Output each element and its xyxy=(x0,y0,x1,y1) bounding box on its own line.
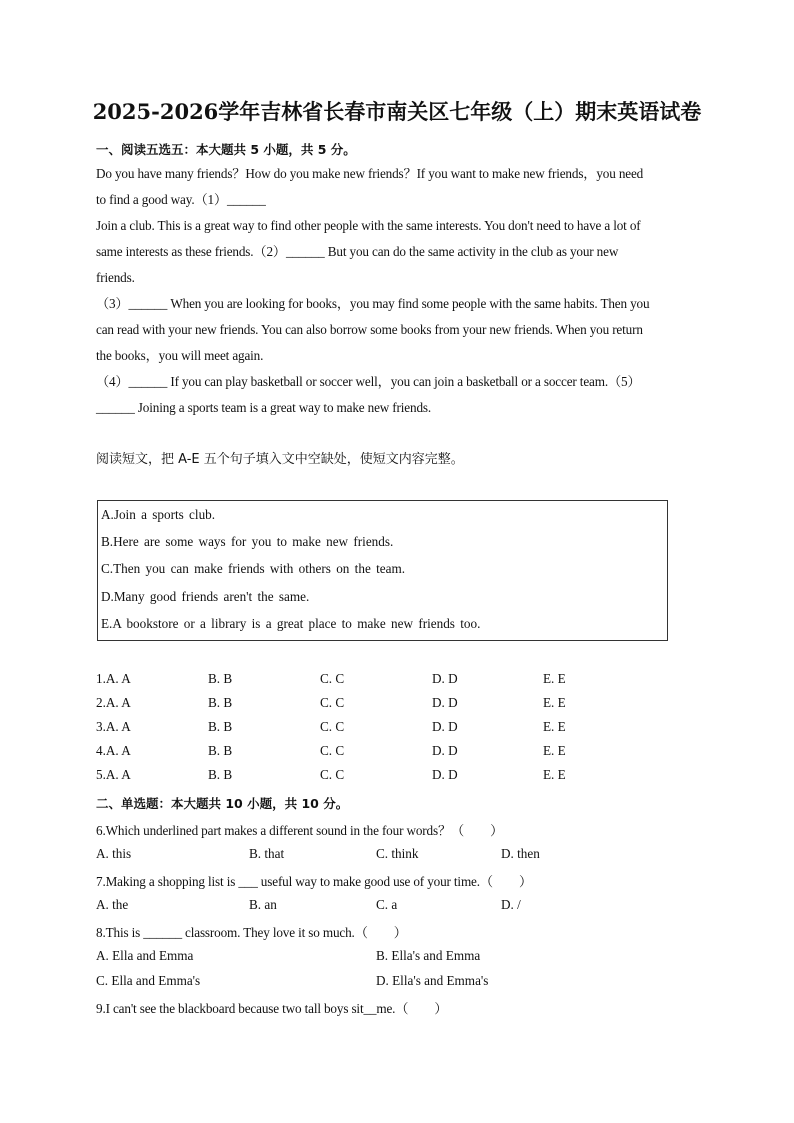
passage-line: can read with your new friends. You can also borrow some books from your new friends. When you return xyxy=(96,322,643,337)
q8-choice-d[interactable]: D. Ella's and Emma's xyxy=(376,973,489,988)
question-7-stem: 7.Making a shopping list is ___ useful way to make good use of your time.（ ） xyxy=(96,874,533,889)
passage-line: ______ Joining a sports team is a great way to make new friends. xyxy=(96,400,432,415)
section1-heading: 一、阅读五选五：本大题共 5 小题，共 5 分。 xyxy=(96,142,356,157)
passage-line: to find a good way.（1）______ xyxy=(96,192,266,207)
choice-a[interactable]: 5.A. A xyxy=(96,767,131,782)
passage-line: （4）______ If you can play basketball or soccer well，you can join a basketball or a soccer team.（5） xyxy=(96,374,641,389)
q7-choice-d[interactable]: D. / xyxy=(501,897,521,912)
answer-row xyxy=(96,767,696,791)
choice-e[interactable]: E. E xyxy=(543,767,566,782)
choice-a[interactable]: 2.A. A xyxy=(96,695,131,710)
choice-c[interactable]: C. C xyxy=(320,767,345,782)
passage-line: same interests as these friends.（2）______ But you can do the same activity in the club as your new xyxy=(96,244,619,259)
q6-choice-a[interactable]: A. this xyxy=(96,846,132,861)
option-e: E.A bookstore or a library is a great place to make new friends too. xyxy=(101,615,481,631)
choice-c[interactable]: C. C xyxy=(320,743,345,758)
choice-d[interactable]: D. D xyxy=(432,767,458,782)
choice-d[interactable]: D. D xyxy=(432,671,458,686)
q7-choice-c[interactable]: C. a xyxy=(376,897,398,912)
choice-e[interactable]: E. E xyxy=(543,695,566,710)
answer-row xyxy=(96,743,696,767)
reading-instruction: 阅读短文，把 A-E 五个句子填入文中空缺处，使短文内容完整。 xyxy=(96,452,464,467)
q8-choice-b[interactable]: B. Ella's and Emma xyxy=(376,948,481,963)
choice-a[interactable]: 1.A. A xyxy=(96,671,131,686)
choice-c[interactable]: C. C xyxy=(320,671,345,686)
choice-e[interactable]: E. E xyxy=(543,671,566,686)
choice-b[interactable]: B. B xyxy=(208,695,233,710)
option-b: B.Here are some ways for you to make new friends. xyxy=(101,534,394,550)
section2-heading: 二、单选题：本大题共 10 小题，共 10 分。 xyxy=(96,796,349,811)
passage-line: Do you have many friends？How do you make new friends？If you want to make new friends，you need xyxy=(96,166,644,181)
choice-b[interactable]: B. B xyxy=(208,719,233,734)
sentence-options-box xyxy=(97,500,668,641)
choice-b[interactable]: B. B xyxy=(208,671,233,686)
choice-d[interactable]: D. D xyxy=(432,695,458,710)
q7-choice-a[interactable]: A. the xyxy=(96,897,129,912)
choice-a[interactable]: 3.A. A xyxy=(96,719,131,734)
page-title: 2025-2026学年吉林省长春市南关区七年级（上）期末英语试卷 xyxy=(92,99,702,124)
reading-passage xyxy=(96,161,700,421)
passage-line: （3）______ When you are looking for books，you may find some people with the same habits. Then you xyxy=(96,296,650,311)
choice-c[interactable]: C. C xyxy=(320,719,345,734)
answer-choices-grid xyxy=(96,671,696,791)
q6-choice-c[interactable]: C. think xyxy=(376,846,419,861)
question-9-stem: 9.I can't see the blackboard because two tall boys sit__me.（ ） xyxy=(96,1001,448,1016)
answer-row xyxy=(96,671,696,695)
choice-b[interactable]: B. B xyxy=(208,743,233,758)
q8-choice-c[interactable]: C. Ella and Emma's xyxy=(96,973,201,988)
q6-choice-d[interactable]: D. then xyxy=(501,846,540,861)
choice-e[interactable]: E. E xyxy=(543,743,566,758)
q8-choice-a[interactable]: A. Ella and Emma xyxy=(96,948,194,963)
choice-d[interactable]: D. D xyxy=(432,719,458,734)
q6-choice-b[interactable]: B. that xyxy=(249,846,285,861)
option-c: C.Then you can make friends with others on the team. xyxy=(101,561,406,577)
choice-b[interactable]: B. B xyxy=(208,767,233,782)
passage-line: Join a club. This is a great way to find other people with the same interests. You don't need to have a lot of xyxy=(96,218,641,233)
q7-choice-b[interactable]: B. an xyxy=(249,897,277,912)
answer-row xyxy=(96,695,696,719)
choice-a[interactable]: 4.A. A xyxy=(96,743,131,758)
question-8-stem: 8.This is ______ classroom. They love it so much.（ ） xyxy=(96,925,407,940)
question-6-stem: 6.Which underlined part makes a different sound in the four words？（ ） xyxy=(96,823,504,838)
option-d: D.Many good friends aren't the same. xyxy=(101,588,310,604)
choice-d[interactable]: D. D xyxy=(432,743,458,758)
answer-row xyxy=(96,719,696,743)
passage-line: the books，you will meet again. xyxy=(96,348,264,363)
choice-c[interactable]: C. C xyxy=(320,695,345,710)
choice-e[interactable]: E. E xyxy=(543,719,566,734)
passage-line: friends. xyxy=(96,270,135,285)
option-a: A.Join a sports club. xyxy=(101,507,216,522)
